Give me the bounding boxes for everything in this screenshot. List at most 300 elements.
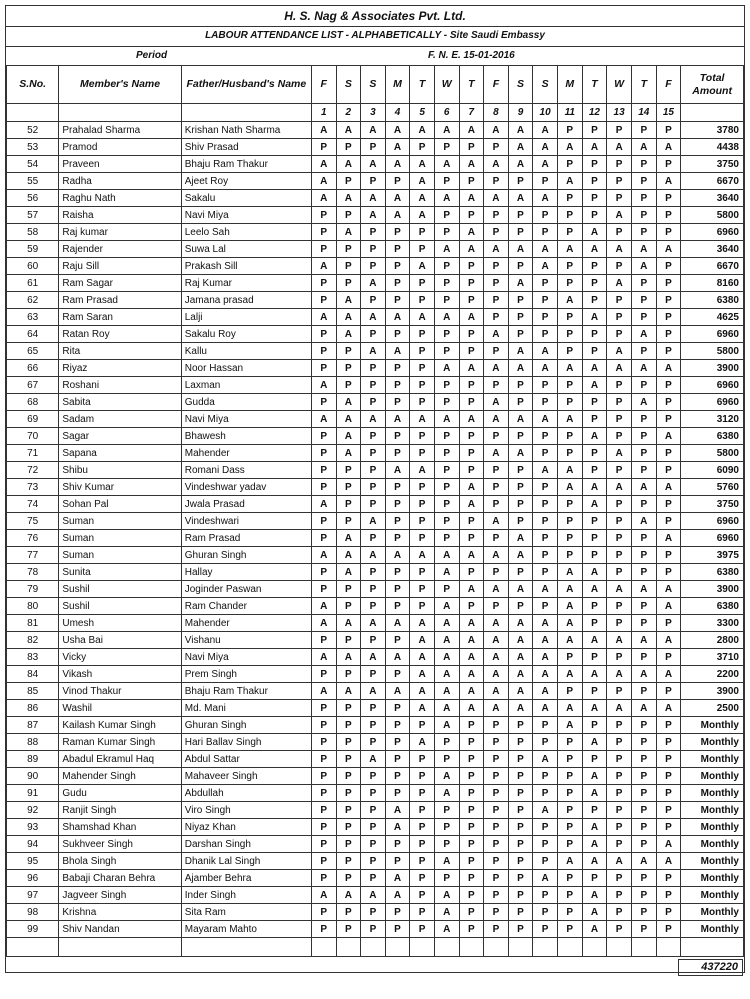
attendance-mark: P [385, 394, 410, 411]
attendance-mark: A [631, 513, 656, 530]
attendance-mark: P [607, 428, 632, 445]
attendance-mark: P [631, 377, 656, 394]
attendance-mark: P [385, 666, 410, 683]
serial-number: 99 [7, 921, 59, 938]
attendance-mark: A [582, 241, 607, 258]
attendance-mark: P [508, 921, 533, 938]
attendance-mark: A [459, 700, 484, 717]
member-name: Shamshad Khan [59, 819, 181, 836]
day-number: 2 [336, 104, 361, 122]
attendance-mark: A [533, 581, 558, 598]
attendance-mark: A [631, 581, 656, 598]
attendance-mark: P [557, 445, 582, 462]
attendance-mark: P [533, 224, 558, 241]
attendance-mark: P [533, 734, 558, 751]
table-row [7, 836, 744, 853]
attendance-mark: A [508, 700, 533, 717]
attendance-mark: P [582, 445, 607, 462]
attendance-mark: P [361, 717, 386, 734]
attendance-mark: P [631, 224, 656, 241]
father-name: Bhaju Ram Thakur [181, 683, 311, 700]
father-name: Leelo Sah [181, 224, 311, 241]
day-number: 10 [533, 104, 558, 122]
attendance-mark: A [311, 598, 336, 615]
attendance-mark: P [311, 428, 336, 445]
attendance-mark: P [656, 275, 681, 292]
attendance-mark: A [336, 224, 361, 241]
father-name: Navi Miya [181, 649, 311, 666]
member-name: Shiv Kumar [59, 479, 181, 496]
member-name: Praveen [59, 156, 181, 173]
attendance-mark: A [557, 564, 582, 581]
attendance-mark: P [533, 785, 558, 802]
attendance-mark: P [434, 445, 459, 462]
attendance-mark: P [582, 870, 607, 887]
table-row [7, 615, 744, 632]
attendance-mark: P [607, 190, 632, 207]
member-name: Raghu Nath [59, 190, 181, 207]
amount: 6380 [681, 564, 744, 581]
attendance-mark: A [336, 394, 361, 411]
attendance-mark: P [557, 190, 582, 207]
attendance-mark: P [434, 734, 459, 751]
attendance-mark: P [484, 530, 509, 547]
attendance-mark: P [434, 173, 459, 190]
amount: Monthly [681, 836, 744, 853]
attendance-mark: P [361, 785, 386, 802]
attendance-mark: A [607, 445, 632, 462]
father-name: Viro Singh [181, 802, 311, 819]
attendance-mark: P [631, 836, 656, 853]
attendance-mark: A [607, 700, 632, 717]
attendance-mark: P [582, 326, 607, 343]
attendance-mark: P [434, 802, 459, 819]
attendance-mark: P [311, 632, 336, 649]
serial-number: 62 [7, 292, 59, 309]
table-row [7, 275, 744, 292]
father-name: Ram Prasad [181, 530, 311, 547]
attendance-mark: P [410, 360, 435, 377]
attendance-mark: P [459, 768, 484, 785]
attendance-mark: P [385, 836, 410, 853]
attendance-mark: P [361, 564, 386, 581]
attendance-mark: A [508, 683, 533, 700]
attendance-mark: P [557, 547, 582, 564]
attendance-mark: P [582, 275, 607, 292]
attendance-mark: P [533, 207, 558, 224]
attendance-mark: A [311, 496, 336, 513]
member-name: Sabita [59, 394, 181, 411]
amount: 6380 [681, 598, 744, 615]
attendance-mark: P [361, 241, 386, 258]
attendance-mark: A [410, 462, 435, 479]
attendance-mark: A [631, 139, 656, 156]
attendance-mark: P [434, 292, 459, 309]
amount: 3120 [681, 411, 744, 428]
table-row [7, 530, 744, 547]
father-name: Mayaram Mahto [181, 921, 311, 938]
attendance-mark: A [533, 411, 558, 428]
serial-number: 81 [7, 615, 59, 632]
attendance-mark: P [336, 139, 361, 156]
attendance-mark: A [336, 445, 361, 462]
attendance-mark: P [557, 819, 582, 836]
attendance-mark: P [508, 734, 533, 751]
attendance-mark: P [311, 581, 336, 598]
attendance-mark: A [533, 666, 558, 683]
attendance-mark: A [459, 122, 484, 139]
attendance-mark: P [557, 377, 582, 394]
attendance-mark: A [434, 887, 459, 904]
attendance-mark: P [410, 768, 435, 785]
attendance-mark: A [434, 360, 459, 377]
attendance-mark: P [311, 292, 336, 309]
attendance-mark: P [607, 649, 632, 666]
attendance-mark: P [508, 479, 533, 496]
amount: 3300 [681, 615, 744, 632]
member-name: Sapana [59, 445, 181, 462]
father-name: Hallay [181, 564, 311, 581]
attendance-mark: P [582, 173, 607, 190]
serial-number: 97 [7, 887, 59, 904]
attendance-mark: A [557, 173, 582, 190]
attendance-mark: P [385, 428, 410, 445]
attendance-mark: A [656, 632, 681, 649]
day-number: 13 [607, 104, 632, 122]
attendance-mark: A [533, 190, 558, 207]
attendance-mark: P [336, 853, 361, 870]
attendance-mark: A [582, 666, 607, 683]
attendance-mark: P [311, 734, 336, 751]
amount: 4438 [681, 139, 744, 156]
attendance-mark: A [459, 496, 484, 513]
attendance-mark: A [484, 445, 509, 462]
attendance-mark: P [459, 921, 484, 938]
member-name: Prahalad Sharma [59, 122, 181, 139]
attendance-mark: A [311, 156, 336, 173]
attendance-mark: P [410, 887, 435, 904]
attendance-mark: A [410, 207, 435, 224]
attendance-mark: A [434, 921, 459, 938]
attendance-mark: A [557, 139, 582, 156]
attendance-mark: A [508, 139, 533, 156]
day-number: 12 [582, 104, 607, 122]
attendance-mark: P [607, 887, 632, 904]
attendance-mark: P [533, 394, 558, 411]
attendance-mark: P [631, 445, 656, 462]
attendance-mark: P [557, 649, 582, 666]
attendance-mark: P [656, 615, 681, 632]
attendance-mark: A [656, 836, 681, 853]
attendance-mark: P [656, 921, 681, 938]
attendance-mark: P [311, 819, 336, 836]
attendance-mark: P [607, 156, 632, 173]
attendance-mark: P [385, 360, 410, 377]
attendance-mark: P [631, 547, 656, 564]
attendance-mark: P [311, 207, 336, 224]
serial-number: 79 [7, 581, 59, 598]
attendance-mark: A [361, 122, 386, 139]
table-row [7, 343, 744, 360]
attendance-mark: A [484, 122, 509, 139]
amount: 6960 [681, 326, 744, 343]
attendance-mark: P [508, 428, 533, 445]
attendance-mark: P [459, 292, 484, 309]
attendance-mark: A [533, 258, 558, 275]
attendance-mark: P [459, 819, 484, 836]
attendance-mark: P [311, 666, 336, 683]
attendance-mark: A [533, 122, 558, 139]
day-number: 6 [434, 104, 459, 122]
attendance-mark: P [459, 513, 484, 530]
attendance-mark: P [361, 445, 386, 462]
attendance-mark: P [607, 785, 632, 802]
attendance-mark: A [508, 360, 533, 377]
attendance-mark: P [336, 785, 361, 802]
attendance-mark: P [631, 122, 656, 139]
attendance-mark: P [336, 666, 361, 683]
attendance-mark: P [631, 615, 656, 632]
attendance-mark: P [631, 921, 656, 938]
attendance-mark: A [459, 632, 484, 649]
attendance-mark: P [607, 904, 632, 921]
attendance-mark: P [459, 853, 484, 870]
attendance-mark: P [459, 258, 484, 275]
attendance-mark: P [336, 904, 361, 921]
attendance-mark: P [508, 751, 533, 768]
attendance-mark: P [508, 836, 533, 853]
attendance-mark: A [557, 479, 582, 496]
attendance-mark: P [434, 394, 459, 411]
attendance-mark: P [410, 802, 435, 819]
attendance-mark: P [484, 853, 509, 870]
attendance-mark: P [656, 394, 681, 411]
attendance-mark: A [410, 700, 435, 717]
attendance-mark: P [533, 547, 558, 564]
attendance-mark: P [656, 496, 681, 513]
attendance-mark: P [656, 224, 681, 241]
attendance-mark: P [410, 530, 435, 547]
serial-number: 86 [7, 700, 59, 717]
attendance-mark: A [582, 139, 607, 156]
attendance-mark: A [336, 190, 361, 207]
attendance-mark: A [484, 513, 509, 530]
day-letter: S [336, 66, 361, 104]
day-letter: S [533, 66, 558, 104]
father-name: Sakalu Roy [181, 326, 311, 343]
attendance-mark: P [459, 428, 484, 445]
attendance-mark: P [533, 530, 558, 547]
attendance-mark: P [459, 530, 484, 547]
table-row [7, 666, 744, 683]
father-name: Abdullah [181, 785, 311, 802]
day-letter: T [459, 66, 484, 104]
amount: 4625 [681, 309, 744, 326]
attendance-mark: P [508, 717, 533, 734]
attendance-mark: A [582, 904, 607, 921]
amount: Monthly [681, 751, 744, 768]
father-name: Md. Mani [181, 700, 311, 717]
attendance-mark: P [361, 921, 386, 938]
attendance-mark: P [607, 173, 632, 190]
attendance-mark: P [361, 173, 386, 190]
header-row [7, 66, 744, 104]
serial-number: 83 [7, 649, 59, 666]
father-name: Darshan Singh [181, 836, 311, 853]
attendance-mark: P [533, 479, 558, 496]
attendance-mark: P [311, 462, 336, 479]
attendance-mark: P [459, 462, 484, 479]
attendance-mark: P [361, 802, 386, 819]
attendance-mark: P [582, 717, 607, 734]
serial-number: 72 [7, 462, 59, 479]
amount: 6670 [681, 258, 744, 275]
attendance-mark: P [311, 751, 336, 768]
father-name: Mahender [181, 615, 311, 632]
table-row [7, 768, 744, 785]
member-name: Sushil [59, 598, 181, 615]
attendance-mark: A [434, 683, 459, 700]
attendance-mark: P [631, 598, 656, 615]
attendance-mark: P [533, 445, 558, 462]
amount: Monthly [681, 819, 744, 836]
attendance-mark: P [385, 921, 410, 938]
attendance-mark: P [508, 462, 533, 479]
attendance-mark: A [311, 309, 336, 326]
table-row [7, 224, 744, 241]
attendance-mark: P [656, 462, 681, 479]
attendance-mark: P [336, 207, 361, 224]
period-value: F. N. E. 15-01-2016 [428, 50, 515, 61]
attendance-mark: P [385, 598, 410, 615]
attendance-mark: P [434, 496, 459, 513]
father-name: Jwala Prasad [181, 496, 311, 513]
member-name: Sadam [59, 411, 181, 428]
attendance-mark: P [508, 853, 533, 870]
attendance-mark: P [484, 768, 509, 785]
table-row [7, 870, 744, 887]
serial-number: 89 [7, 751, 59, 768]
serial-number: 66 [7, 360, 59, 377]
attendance-mark: P [311, 564, 336, 581]
attendance-mark: P [631, 734, 656, 751]
serial-number: 57 [7, 207, 59, 224]
attendance-mark: P [459, 904, 484, 921]
attendance-mark: P [459, 275, 484, 292]
attendance-mark: P [656, 292, 681, 309]
attendance-mark: A [508, 581, 533, 598]
attendance-mark: P [385, 700, 410, 717]
attendance-mark: A [361, 411, 386, 428]
attendance-mark: A [508, 666, 533, 683]
member-name: Shibu [59, 462, 181, 479]
attendance-mark: A [410, 547, 435, 564]
attendance-mark: A [459, 666, 484, 683]
attendance-mark: P [385, 530, 410, 547]
attendance-mark: A [508, 547, 533, 564]
attendance-mark: P [631, 462, 656, 479]
serial-number: 65 [7, 343, 59, 360]
attendance-mark: P [631, 292, 656, 309]
attendance-mark: P [311, 275, 336, 292]
attendance-mark: P [361, 258, 386, 275]
day-number: 9 [508, 104, 533, 122]
attendance-mark: P [508, 309, 533, 326]
attendance-mark: P [607, 768, 632, 785]
amount: 6960 [681, 377, 744, 394]
attendance-mark: A [508, 411, 533, 428]
attendance-mark: P [656, 802, 681, 819]
day-number-row [7, 104, 744, 122]
serial-number: 77 [7, 547, 59, 564]
attendance-mark: A [459, 411, 484, 428]
attendance-mark: A [434, 666, 459, 683]
attendance-mark: A [484, 547, 509, 564]
attendance-mark: P [410, 445, 435, 462]
attendance-mark: P [582, 258, 607, 275]
father-name: Ajeet Roy [181, 173, 311, 190]
total-amount-header: Total Amount [681, 66, 744, 104]
attendance-mark: P [607, 377, 632, 394]
attendance-mark: P [361, 326, 386, 343]
attendance-mark: P [361, 224, 386, 241]
attendance-mark: P [385, 445, 410, 462]
attendance-mark: A [656, 700, 681, 717]
table-row [7, 479, 744, 496]
serial-number: 80 [7, 598, 59, 615]
serial-number: 84 [7, 666, 59, 683]
attendance-mark: P [631, 819, 656, 836]
amount: 3975 [681, 547, 744, 564]
serial-number: 87 [7, 717, 59, 734]
table-row [7, 360, 744, 377]
attendance-mark: P [508, 173, 533, 190]
attendance-mark: P [582, 530, 607, 547]
attendance-mark: A [410, 615, 435, 632]
attendance-mark: P [656, 513, 681, 530]
attendance-mark: P [336, 479, 361, 496]
attendance-mark: P [533, 377, 558, 394]
attendance-mark: P [410, 343, 435, 360]
attendance-mark: A [361, 887, 386, 904]
attendance-mark: A [582, 581, 607, 598]
attendance-mark: P [336, 751, 361, 768]
attendance-mark: A [385, 649, 410, 666]
day-letter: W [434, 66, 459, 104]
day-number: 4 [385, 104, 410, 122]
attendance-mark: P [656, 734, 681, 751]
father-name: Prakash Sill [181, 258, 311, 275]
attendance-mark: P [557, 751, 582, 768]
attendance-mark: A [656, 581, 681, 598]
day-letter: W [607, 66, 632, 104]
amount: 3640 [681, 190, 744, 207]
attendance-mark: P [336, 632, 361, 649]
attendance-mark: P [557, 530, 582, 547]
attendance-mark: P [582, 462, 607, 479]
attendance-mark: P [410, 292, 435, 309]
attendance-mark: P [336, 581, 361, 598]
attendance-mark: P [410, 598, 435, 615]
member-name: Ram Sagar [59, 275, 181, 292]
attendance-mark: P [607, 564, 632, 581]
attendance-mark: A [459, 241, 484, 258]
attendance-mark: A [631, 666, 656, 683]
member-name: Mahender Singh [59, 768, 181, 785]
member-name: Vicky [59, 649, 181, 666]
attendance-mark: P [607, 258, 632, 275]
attendance-mark: A [410, 683, 435, 700]
